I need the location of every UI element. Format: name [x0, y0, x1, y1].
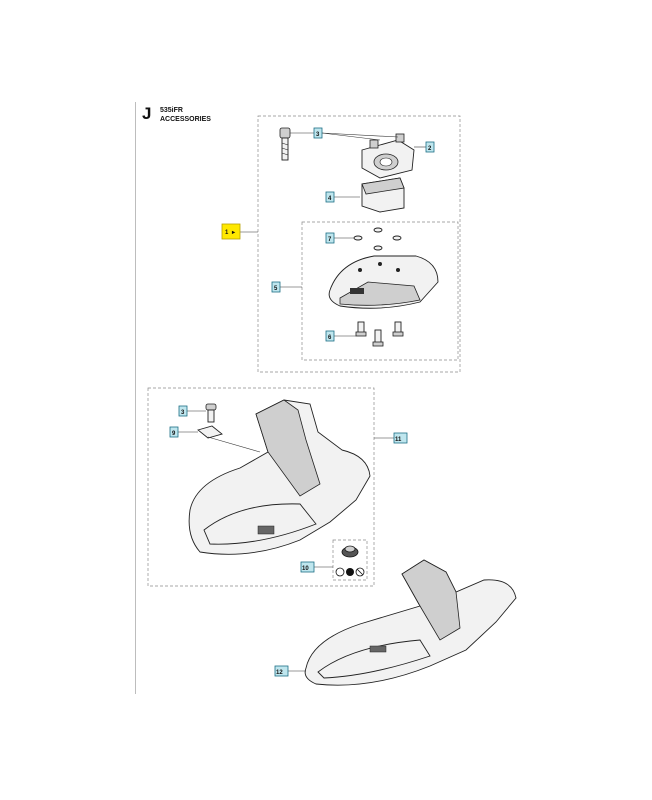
callout-7-label: 7	[328, 237, 332, 243]
blade-guard-part	[305, 560, 516, 685]
callout-7[interactable]	[326, 233, 334, 243]
callout-9[interactable]	[170, 427, 178, 437]
callout-9-label: 9	[172, 431, 176, 437]
callout-12-label: 12	[276, 670, 283, 676]
callout-11[interactable]	[394, 433, 407, 443]
callout-6-label: 6	[328, 335, 332, 341]
callout-3-lower-label: 3	[181, 410, 185, 416]
callout-4-label: 4	[328, 196, 332, 202]
bracket-part	[362, 178, 404, 212]
bolt-part	[280, 128, 290, 160]
callout-3-lower[interactable]	[179, 406, 187, 416]
grass-guard-large-part	[189, 400, 370, 554]
callout-6[interactable]	[326, 331, 334, 341]
callout-1[interactable]	[222, 224, 240, 239]
leader-lines	[178, 133, 426, 671]
callout-10[interactable]	[301, 562, 314, 572]
callout-3[interactable]	[314, 128, 322, 138]
callout-2[interactable]	[426, 142, 434, 152]
bolt-part-lower	[206, 404, 216, 422]
screw-parts	[356, 322, 403, 346]
callout-1-label: 1	[225, 230, 229, 236]
callout-3-label: 3	[316, 132, 320, 138]
model-name: 535iFR	[160, 107, 183, 114]
callout-5[interactable]	[272, 282, 280, 292]
section-letter: J	[142, 104, 152, 123]
callout-2-label: 2	[428, 146, 432, 152]
handle-clamp-part	[362, 134, 414, 178]
grass-guard-small-part	[329, 256, 438, 308]
callout-10-label: 10	[302, 566, 309, 572]
washer-parts	[354, 228, 401, 250]
callout-11-label: 11	[395, 437, 402, 443]
callout-5-label: 5	[274, 286, 278, 292]
callout-12[interactable]	[275, 666, 288, 676]
section-title: ACCESSORIES	[160, 116, 211, 123]
svg-text:▸: ▸	[232, 230, 236, 236]
kit-part	[336, 546, 364, 576]
callout-4[interactable]	[326, 192, 334, 202]
plate-part	[198, 426, 222, 438]
